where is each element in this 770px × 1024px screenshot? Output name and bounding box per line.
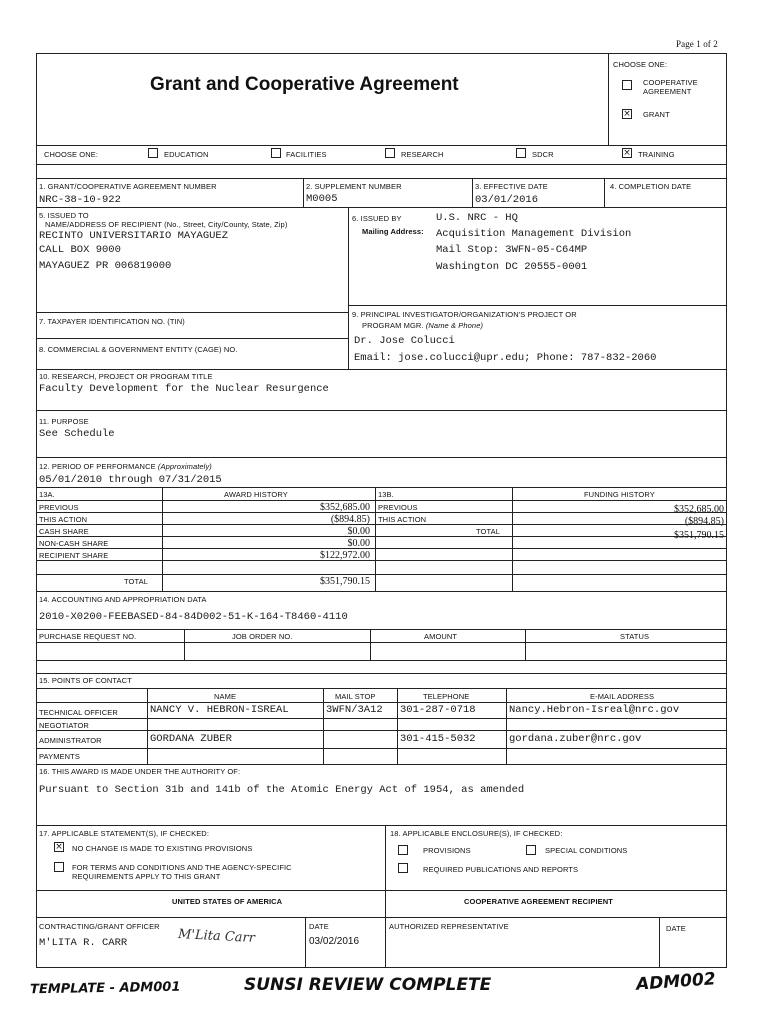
funding-history-header: FUNDING HISTORY — [584, 490, 655, 499]
block6-label: 6. ISSUED BY — [352, 214, 402, 223]
contact-email-header: E-MAIL ADDRESS — [590, 692, 655, 701]
status-header: STATUS — [620, 632, 650, 641]
contact-phone: 301-415-5032 — [400, 733, 476, 745]
recipient-address-2: MAYAGUEZ PR 006819000 — [39, 260, 172, 272]
provisions-label: PROVISIONS — [423, 846, 471, 855]
contact-role: TECHNICAL OFFICER — [39, 708, 118, 717]
block15-label: 15. POINTS OF CONTACT — [39, 676, 132, 685]
adm-code-stamp: ADM002 — [635, 969, 717, 995]
sdcr-label: SDCR — [532, 150, 554, 159]
funding-row-value: ($894.85) — [684, 516, 724, 527]
funding-total-label: TOTAL — [476, 527, 500, 536]
officer-date: 03/02/2016 — [309, 936, 360, 947]
funding-total-value: $351,790.15 — [674, 530, 724, 541]
contact-telephone-header: TELEPHONE — [423, 692, 470, 701]
no-change-checkbox[interactable]: × — [55, 842, 63, 852]
contact-mailstop: 3WFN/3A12 — [326, 704, 383, 716]
contact-role: PAYMENTS — [39, 752, 80, 761]
contact-name: NANCY V. HEBRON-ISREAL — [150, 704, 289, 716]
mailing-address-label: Mailing Address: — [362, 227, 424, 236]
period-of-performance: 05/01/2010 through 07/31/2015 — [39, 474, 222, 486]
representative-date-label: DATE — [666, 924, 686, 933]
sunsi-review-stamp: SUNSI REVIEW COMPLETE — [244, 975, 492, 995]
representative-label: AUTHORIZED REPRESENTATIVE — [389, 922, 509, 931]
terms-label: FOR TERMS AND CONDITIONS AND THE AGENCY-SPECIFIC REQUIREMENTS APPLY TO THIS GRANT — [72, 863, 292, 881]
issuer-address-1: Acquisition Management Division — [436, 228, 632, 240]
template-stamp: TEMPLATE - ADM001 — [29, 979, 181, 998]
block5-sublabel: NAME/ADDRESS OF RECIPIENT (No., Street, City/County, State, Zip) — [45, 220, 288, 229]
block13a-id: 13A. — [39, 490, 55, 499]
agreement-type-label: CHOOSE ONE: — [613, 60, 668, 69]
amount-header: AMOUNT — [424, 632, 458, 641]
publications-checkbox[interactable] — [398, 863, 408, 873]
special-conditions-label: SPECIAL CONDITIONS — [545, 846, 628, 855]
purpose-value: See Schedule — [39, 428, 115, 440]
block5-label: 5. ISSUED TO — [39, 211, 89, 220]
investigator-name: Dr. Jose Colucci — [354, 335, 455, 347]
award-total-label: TOTAL — [124, 577, 148, 586]
issuer-address-2: Mail Stop: 3WFN-05-C64MP — [436, 244, 588, 256]
education-label: EDUCATION — [164, 150, 209, 159]
award-row-value: ($894.85) — [330, 514, 370, 525]
issuer-address-3: Washington DC 20555-0001 — [436, 261, 588, 273]
grant-checkbox[interactable]: × — [623, 109, 631, 119]
officer-name: M'LITA R. CARR — [39, 937, 128, 949]
funding-row-label: THIS ACTION — [378, 515, 427, 524]
block14-label: 14. ACCOUNTING AND APPROPRIATION DATA — [39, 595, 207, 604]
cooperative-agreement-checkbox[interactable] — [622, 80, 632, 90]
block2-label: 2. SUPPLEMENT NUMBER — [306, 182, 402, 191]
authority-value: Pursuant to Section 31b and 141b of the Atomic Energy Act of 1954, as amended — [39, 784, 525, 796]
investigator-contact: Email: jose.colucci@upr.edu; Phone: 787-832-2060 — [354, 352, 657, 364]
contact-mailstop-header: MAIL STOP — [335, 692, 376, 701]
block11-label: 11. PURPOSE — [39, 417, 89, 426]
contact-phone: 301-287-0718 — [400, 704, 476, 716]
award-row-value: $352,685.00 — [320, 502, 370, 513]
no-change-label: NO CHANGE IS MADE TO EXISTING PROVISIONS — [72, 844, 253, 853]
page-number: Page 1 of 2 — [676, 39, 718, 49]
provisions-checkbox[interactable] — [398, 845, 408, 855]
award-row-label: PREVIOUS — [39, 503, 79, 512]
program-title: Faculty Development for the Nuclear Resurgence — [39, 383, 329, 395]
contact-role: NEGOTIATOR — [39, 721, 89, 730]
award-history-header: AWARD HISTORY — [224, 490, 288, 499]
block12-label — [39, 462, 212, 471]
block9-label2-text: PROGRAM MGR. — [362, 321, 424, 330]
facilities-checkbox[interactable] — [271, 148, 281, 158]
block9-label: 9. PRINCIPAL INVESTIGATOR/ORGANIZATION'S PROJECT OR — [352, 310, 577, 319]
block9-label2 — [362, 321, 483, 330]
block9-label2-note: (Name & Phone) — [425, 321, 484, 330]
training-label: TRAINING — [638, 150, 675, 159]
special-conditions-checkbox[interactable] — [526, 845, 536, 855]
award-row-label: CASH SHARE — [39, 527, 89, 536]
agreement-number: NRC-38-10-922 — [39, 194, 121, 206]
block8-label: 8. COMMERCIAL & GOVERNMENT ENTITY (CAGE) NO. — [39, 345, 238, 354]
recipient-name: RECINTO UNIVERSITARIO MAYAGUEZ — [39, 230, 229, 242]
block12-label-text: 12. PERIOD OF PERFORMANCE — [39, 462, 156, 471]
research-checkbox[interactable] — [385, 148, 395, 158]
contact-email: Nancy.Hebron-Isreal@nrc.gov — [509, 704, 680, 716]
contact-name: GORDANA ZUBER — [150, 733, 232, 745]
facilities-label: FACILITIES — [286, 150, 327, 159]
award-total-value: $351,790.15 — [320, 576, 370, 587]
sdcr-checkbox[interactable] — [516, 148, 526, 158]
contact-name-header: NAME — [214, 692, 237, 701]
research-label: RESEARCH — [401, 150, 444, 159]
education-checkbox[interactable] — [148, 148, 158, 158]
recipient-header: COOPERATIVE AGREEMENT RECIPIENT — [464, 897, 613, 906]
block12-note: (Approximately) — [157, 462, 212, 471]
award-row-label: THIS ACTION — [39, 515, 88, 524]
contact-role: ADMINISTRATOR — [39, 736, 102, 745]
purchase-request-header: PURCHASE REQUEST NO. — [39, 632, 137, 641]
block10-label: 10. RESEARCH, PROJECT OR PROGRAM TITLE — [39, 372, 213, 381]
recipient-address-1: CALL BOX 9000 — [39, 244, 121, 256]
contact-email: gordana.zuber@nrc.gov — [509, 733, 642, 745]
terms-checkbox[interactable] — [54, 862, 64, 872]
supplement-number: M0005 — [306, 193, 338, 205]
training-checkbox[interactable]: × — [623, 148, 631, 158]
funding-row-value: $352,685.00 — [674, 504, 724, 515]
officer-signature: M'Lita Carr — [177, 926, 256, 947]
award-row-value: $0.00 — [347, 526, 370, 537]
cooperative-agreement-label: COOPERATIVE AGREEMENT — [643, 78, 698, 96]
award-row-label: RECIPIENT SHARE — [39, 551, 109, 560]
accounting-data: 2010-X0200-FEEBASED-84-84D002-51-K-164-T8460-4110 — [39, 611, 348, 623]
effective-date: 03/01/2016 — [475, 194, 539, 206]
officer-label: CONTRACTING/GRANT OFFICER — [39, 922, 160, 931]
block7-label: 7. TAXPAYER IDENTIFICATION NO. (TIN) — [39, 317, 185, 326]
award-row-label: NON-CASH SHARE — [39, 539, 109, 548]
publications-label: REQUIRED PUBLICATIONS AND REPORTS — [423, 865, 579, 874]
award-row-value: $0.00 — [347, 538, 370, 549]
job-order-header: JOB ORDER NO. — [232, 632, 293, 641]
block1-label: 1. GRANT/COOPERATIVE AGREEMENT NUMBER — [39, 182, 217, 191]
block17-label: 17. APPLICABLE STATEMENT(S), IF CHECKED: — [39, 829, 210, 838]
category-label: CHOOSE ONE: — [44, 150, 99, 159]
issuer-name: U.S. NRC - HQ — [436, 212, 518, 224]
united-states-header: UNITED STATES OF AMERICA — [172, 897, 283, 906]
award-row-value: $122,972.00 — [320, 550, 370, 561]
block18-label: 18. APPLICABLE ENCLOSURE(S), IF CHECKED: — [390, 829, 563, 838]
block4-label: 4. COMPLETION DATE — [610, 182, 692, 191]
grant-label: GRANT — [643, 110, 670, 119]
block16-label: 16. THIS AWARD IS MADE UNDER THE AUTHORITY OF: — [39, 767, 241, 776]
block3-label: 3. EFFECTIVE DATE — [475, 182, 548, 191]
form-title: Grant and Cooperative Agreement — [150, 74, 459, 95]
funding-row-label: PREVIOUS — [378, 503, 418, 512]
officer-date-label: DATE — [309, 922, 329, 931]
block13b-id: 13B. — [378, 490, 394, 499]
